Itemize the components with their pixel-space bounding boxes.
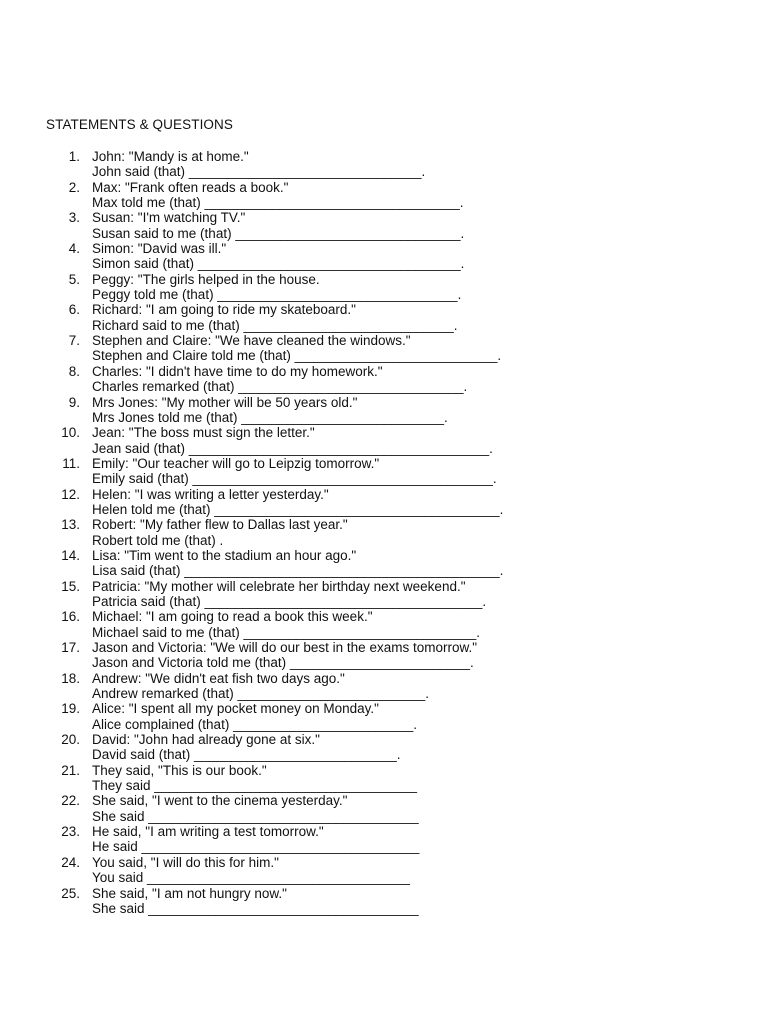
item-answer-line: Alice complained (that) ________________________. [92,716,418,732]
item-quote: You said, "I will do this for him." [92,854,279,870]
item-answer-line: Robert told me (that) . [92,532,224,548]
exercise-item [0,732,768,763]
item-answer-line: Max told me (that) __________________________________. [92,195,464,211]
item-quote: She said, "I went to the cinema yesterday." [92,793,348,809]
item-answer-line: Michael said to me (that) _______________________________. [92,624,481,640]
item-number: 22. [61,793,80,809]
item-number: 4. [68,241,80,257]
item-number: 25. [61,885,80,901]
item-quote: He said, "I am writing a test tomorrow." [92,824,324,840]
item-answer-line: Peggy told me (that) ________________________________. [92,287,462,303]
item-answer-line: Andrew remarked (that) _________________________. [92,686,430,702]
exercise-item [0,517,768,548]
item-number: 16. [61,609,80,625]
item-number: 3. [68,210,80,226]
item-quote: Richard: "I am going to ride my skateboard." [92,302,356,318]
item-quote: Simon: "David was ill." [92,241,227,257]
item-quote: Lisa: "Tim went to the stadium an hour ago." [92,547,357,563]
item-number: 15. [61,578,80,594]
item-number: 24. [61,854,80,870]
item-quote: Patricia: "My mother will celebrate her birthday next weekend." [92,578,466,594]
exercise-item [0,671,768,702]
item-number: 13. [61,517,80,533]
item-answer-line: Stephen and Claire told me (that) ___________________________. [92,348,502,364]
exercise-item [0,824,768,855]
exercise-item [0,548,768,579]
exercise-item [0,701,768,732]
exercise-item [0,425,768,456]
item-number: 1. [68,149,80,164]
item-quote: Emily: "Our teacher will go to Leipzig tomorrow." [92,455,380,471]
item-number: 7. [68,333,80,349]
item-number: 8. [68,363,80,379]
item-answer-line: They said ___________________________________ [92,778,418,794]
item-answer-line: Helen told me (that) ______________________________________. [92,501,504,517]
item-number: 23. [61,824,80,840]
exercise-item [0,364,768,395]
item-answer-line: Simon said (that) ___________________________________. [92,256,465,272]
item-quote: Alice: "I spent all my pocket money on Monday." [92,701,379,717]
item-quote: Charles: "I didn't have time to do my homework." [92,363,383,379]
item-answer-line: Mrs Jones told me (that) ___________________________. [92,409,448,425]
item-answer-line: Emily said (that) ________________________________________. [92,471,497,487]
item-answer-line: She said ____________________________________ [92,900,419,916]
exercise-item [0,272,768,303]
exercise-item [0,763,768,794]
exercise-item [0,395,768,426]
item-quote: They said, "This is our book." [92,762,267,778]
item-quote: Peggy: "The girls helped in the house. [92,271,320,287]
item-number: 18. [61,670,80,686]
item-answer-line: She said ____________________________________ [92,808,419,824]
item-quote: Max: "Frank often reads a book." [92,179,289,195]
item-quote: Stephen and Claire: "We have cleaned the windows." [92,333,411,349]
item-number: 9. [68,394,80,410]
item-number: 21. [61,762,80,778]
exercise-item [0,886,768,917]
exercise-item [0,333,768,364]
exercise-item [0,640,768,671]
item-number: 2. [68,179,80,195]
item-answer-line: Patricia said (that) _____________________________________. [92,593,487,609]
item-number: 6. [68,302,80,318]
item-quote: Andrew: "We didn't eat fish two days ago." [92,670,345,686]
item-number: 17. [61,640,80,655]
exercise-item [0,456,768,487]
item-answer-line: Jean said (that) ________________________________________. [92,440,493,456]
exercise-item [0,210,768,241]
item-answer-line: Charles remarked (that) ______________________________. [92,379,468,395]
item-answer-line: John said (that) _______________________________. [92,164,426,180]
item-quote: John: "Mandy is at home." [92,149,249,164]
exercise-item [0,149,768,180]
item-quote: Michael: "I am going to read a book this week." [92,609,373,625]
item-answer-line: David said (that) ___________________________. [92,747,401,763]
item-quote: Robert: "My father flew to Dallas last year." [92,517,348,533]
exercise-item [0,579,768,610]
item-number: 14. [61,547,80,563]
item-answer-line: Lisa said (that) __________________________________________. [92,563,504,579]
exercise-item [0,241,768,272]
exercise-item [0,487,768,518]
item-quote: David: "John had already gone at six." [92,732,320,748]
item-quote: Susan: "I'm watching TV." [92,210,246,226]
page-title: STATEMENTS & QUESTIONS [46,117,233,132]
item-quote: Helen: "I was writing a letter yesterday." [92,486,329,502]
item-answer-line: He said _____________________________________ [92,839,420,855]
exercise-item [0,855,768,886]
item-number: 5. [68,271,80,287]
item-answer-line: Richard said to me (that) ____________________________. [92,317,458,333]
item-quote: Mrs Jones: "My mother will be 50 years old." [92,394,358,410]
item-answer-line: Susan said to me (that) ______________________________. [92,225,465,241]
item-number: 20. [61,732,80,748]
item-quote: Jean: "The boss must sign the letter." [92,425,315,441]
exercise-item [0,793,768,824]
exercise-item [0,302,768,333]
exercise-item [0,609,768,640]
item-quote: She said, "I am not hungry now." [92,885,287,901]
item-number: 19. [61,701,80,717]
item-answer-line: You said ___________________________________ [92,870,410,886]
item-number: 11. [62,455,80,471]
item-answer-line: Jason and Victoria told me (that) ________________________. [92,655,474,671]
item-quote: Jason and Victoria: "We will do our best in the exams tomorrow." [92,640,478,655]
exercise-item [0,180,768,211]
item-number: 10. [61,425,80,441]
item-number: 12. [61,486,80,502]
exercise-list [0,149,768,916]
